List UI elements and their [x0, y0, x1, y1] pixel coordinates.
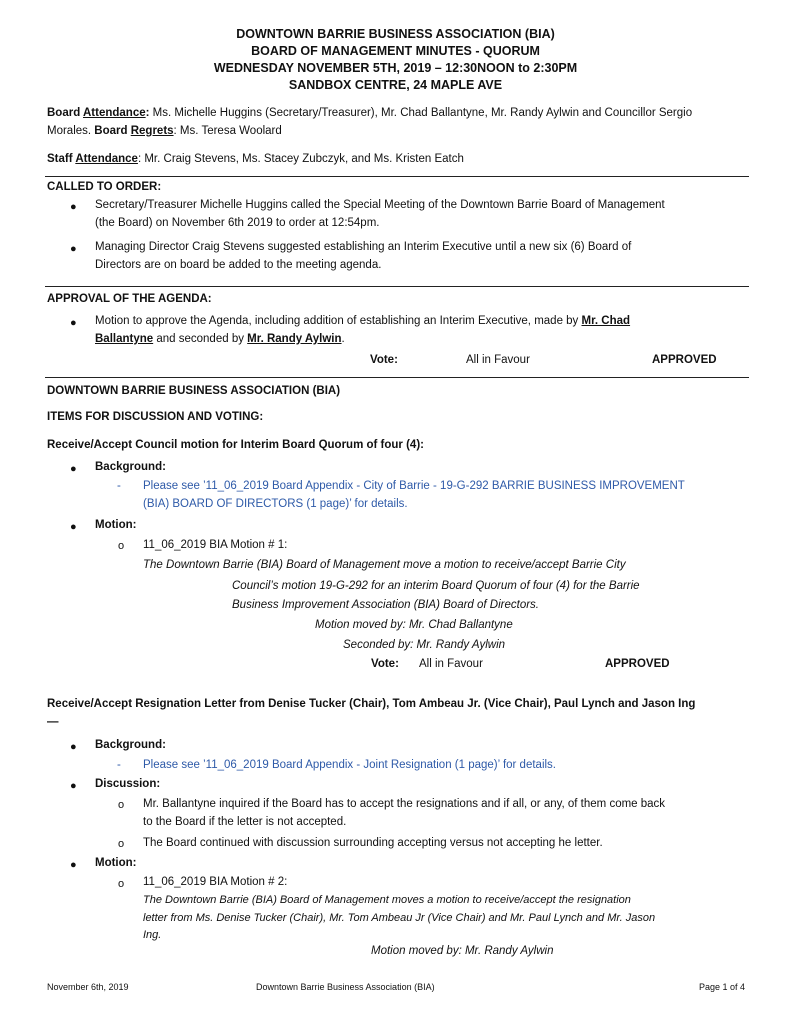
- approval-result: APPROVED: [652, 354, 717, 366]
- approval-seconded-text: and seconded by: [153, 332, 248, 345]
- staff-attendance-label-underlined: Attendance: [75, 153, 138, 165]
- item-1-moved-by: Motion moved by: Mr. Chad Ballantyne: [315, 619, 513, 631]
- bullet-icon: ●: [70, 201, 77, 213]
- bullet-icon: ●: [70, 521, 77, 533]
- called-to-order-item-2: [95, 239, 747, 275]
- circle-bullet-icon: o: [118, 838, 125, 850]
- board-regrets-text: : Ms. Teresa Woolard: [173, 124, 282, 137]
- staff-attendance-text: : Mr. Craig Stevens, Ms. Stacey Zubczyk, and Ms. Kristen Eatch: [137, 153, 464, 165]
- bullet-icon: ●: [70, 741, 77, 753]
- item-2-motion-line-2: letter from Ms. Denise Tucker (Chair), Mr. Tom Ambeau Jr (Vice Chair) and Mr. Paul Lynch and Mr. Jason: [143, 911, 656, 924]
- item-1-background-line-2: (BIA) BOARD OF DIRECTORS (1 page)’ for details.: [143, 497, 408, 510]
- item-2-motion-text: [143, 892, 655, 945]
- item-1-motion-number: 11_06_2019 BIA Motion # 1:: [143, 539, 288, 551]
- bullet-icon: ●: [70, 780, 77, 792]
- header-location: SANDBOX CENTRE, 24 MAPLE AVE: [288, 77, 503, 92]
- item-2-background-text: Please see ’11_06_2019 Board Appendix - Joint Resignation (1 page)’ for details.: [143, 759, 556, 771]
- item-2-motion-line-1: The Downtown Barrie (BIA) Board of Management moves a motion to receive/accept the resignation: [143, 894, 631, 906]
- item-2-discussion-2: The Board continued with discussion surrounding accepting versus not accepting he letter.: [143, 837, 603, 849]
- bia-section-subtitle: ITEMS FOR DISCUSSION AND VOTING:: [47, 411, 264, 423]
- item-1-motion-line-3: Business Improvement Association (BIA) Board of Directors.: [232, 599, 539, 611]
- item-2-discussion-label: Discussion:: [95, 778, 161, 790]
- circle-bullet-icon: o: [118, 878, 125, 890]
- item-1-seconded-by: Seconded by: Mr. Randy Aylwin: [343, 639, 506, 651]
- called-to-order-item-2-line-1: Managing Director Craig Stevens suggested establishing an Interim Executive until a new six (6) Board of: [95, 241, 632, 253]
- board-attendance-label-underlined: Attendance: [83, 107, 146, 119]
- called-to-order-title: CALLED TO ORDER:: [47, 181, 162, 193]
- item-1-vote-value: All in Favour: [419, 658, 483, 670]
- circle-bullet-icon: o: [118, 799, 125, 811]
- board-attendance-label: Board: [47, 107, 83, 119]
- header-subtitle: BOARD OF MANAGEMENT MINUTES - QUORUM: [251, 43, 540, 58]
- footer-page-number: Page 1 of 4: [698, 982, 745, 992]
- approval-vote-value: All in Favour: [466, 354, 530, 366]
- board-regrets-label: Board: [94, 124, 131, 137]
- header-date: WEDNESDAY NOVEMBER 5TH, 2019 – 12:30NOON to 2:30PM: [213, 60, 578, 75]
- approval-mover-cont: Ballantyne: [95, 332, 154, 345]
- approval-period: .: [341, 332, 345, 345]
- divider: [45, 176, 749, 177]
- board-attendance-text-cont: Morales.: [47, 124, 95, 137]
- footer-date: November 6th, 2019: [47, 982, 129, 992]
- bullet-icon: ●: [70, 859, 77, 871]
- bia-section-title: DOWNTOWN BARRIE BUSINESS ASSOCIATION (BIA): [47, 385, 341, 397]
- bullet-icon: ●: [70, 463, 77, 475]
- approval-seconder: Mr. Randy Aylwin: [247, 332, 342, 345]
- item-2-discussion-1-line-1: Mr. Ballantyne inquired if the Board has to accept the resignations and if all, or any, of them come back: [143, 798, 666, 810]
- dash-icon: -: [117, 759, 121, 771]
- approval-vote-label: Vote:: [370, 354, 398, 366]
- approval-motion-text: Motion to approve the Agenda, including addition of establishing an Interim Executive, made by: [95, 315, 582, 327]
- divider: [45, 377, 749, 378]
- called-to-order-item-1-line-2: (the Board) on November 6th 2019 to order at 12:54pm.: [95, 216, 380, 229]
- circle-bullet-icon: o: [118, 540, 125, 552]
- item-1-background-text: [143, 478, 685, 514]
- item-2-discussion-1-line-2: to the Board if the letter is not accepted.: [143, 815, 347, 828]
- item-1-background-label: Background:: [95, 461, 166, 473]
- board-attendance-colon: :: [145, 107, 150, 119]
- item-2-title: [47, 696, 751, 732]
- bullet-icon: ●: [70, 317, 77, 329]
- board-attendance-text: Ms. Michelle Huggins (Secretary/Treasurer), Mr. Chad Ballantyne, Mr. Randy Aylwin and Councillor Sergio: [149, 107, 693, 119]
- called-to-order-item-2-line-2: Directors are on board be added to the meeting agenda.: [95, 258, 382, 271]
- item-1-vote-label: Vote:: [371, 658, 399, 670]
- item-2-motion-label: Motion:: [95, 857, 137, 869]
- item-1-motion-line-1: The Downtown Barrie (BIA) Board of Management move a motion to receive/accept Barrie City: [143, 559, 626, 571]
- item-1-motion-label: Motion:: [95, 519, 137, 531]
- item-2-title-text: Receive/Accept Resignation Letter from Denise Tucker (Chair), Tom Ambeau Jr. (Vice Chair), Paul Lynch and Jason Ing: [47, 698, 696, 710]
- item-1-result: APPROVED: [605, 658, 670, 670]
- item-1-motion-line-2: Council’s motion 19-G-292 for an interim Board Quorum of four (4) for the Barrie: [232, 580, 640, 592]
- document-header: [0, 0, 791, 94]
- approval-motion: [95, 313, 747, 349]
- dash-icon: -: [117, 480, 121, 492]
- item-2-title-dash: —: [47, 715, 59, 728]
- divider: [45, 286, 749, 287]
- board-regrets-label-underlined: Regrets: [130, 124, 174, 137]
- item-2-motion-number: 11_06_2019 BIA Motion # 2:: [143, 876, 288, 888]
- item-2-moved-by: Motion moved by: Mr. Randy Aylwin: [371, 945, 554, 957]
- called-to-order-item-1: [95, 197, 747, 233]
- approval-title: APPROVAL OF THE AGENDA:: [47, 293, 212, 305]
- staff-attendance-label: Staff: [47, 153, 76, 165]
- item-1-title: Receive/Accept Council motion for Interim Board Quorum of four (4):: [47, 439, 424, 451]
- called-to-order-item-1-line-1: Secretary/Treasurer Michelle Huggins called the Special Meeting of the Downtown Barrie Board of Management: [95, 199, 665, 211]
- board-attendance: [47, 105, 751, 141]
- footer-organization: Downtown Barrie Business Association (BIA): [256, 982, 435, 992]
- staff-attendance: [47, 151, 751, 169]
- header-title: DOWNTOWN BARRIE BUSINESS ASSOCIATION (BIA): [236, 27, 555, 41]
- item-2-motion-line-3: Ing.: [143, 929, 162, 942]
- item-2-discussion-1: [143, 796, 665, 832]
- bullet-icon: ●: [70, 243, 77, 255]
- item-2-background-label: Background:: [95, 739, 166, 751]
- item-1-background-line-1: Please see ’11_06_2019 Board Appendix - City of Barrie - 19-G-292 BARRIE BUSINESS IMPROVEMENT: [143, 480, 685, 492]
- approval-mover: Mr. Chad: [581, 315, 631, 327]
